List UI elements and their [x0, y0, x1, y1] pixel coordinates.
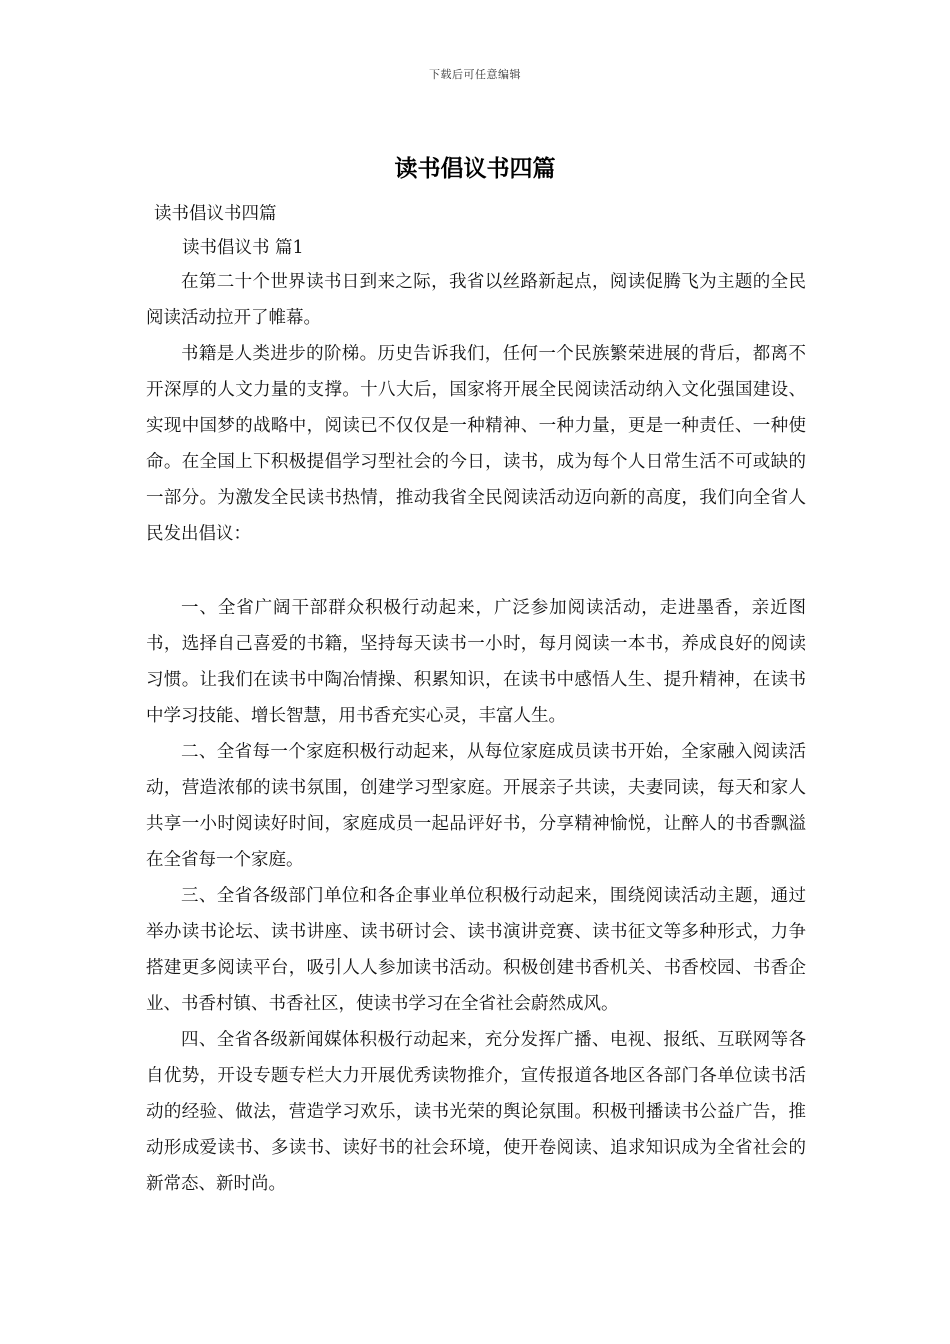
- paragraph-intro: 在第二十个世界读书日到来之际，我省以丝路新起点，阅读促腾飞为主题的全民阅读活动拉开了帷幕。: [146, 272, 806, 328]
- paragraph-proposal-3: 三、全省各级部门单位和各企事业单位积极行动起来，围绕阅读活动主题，通过举办读书论坛、读书讲座、读书研讨会、读书演讲竞赛、读书征文等多种形式，力争搭建更多阅读平台，吸引人人参加读书活动。积极创建书香机关、书香校园、书香企业、书香村镇、书香社区，使读书学习在全省社会蔚然成风。: [146, 886, 806, 1014]
- paragraph-proposal-1: 一、全省广阔干部群众积极行动起来，广泛参加阅读活动，走进墨香，亲近图书，选择自己喜爱的书籍，坚持每天读书一小时，每月阅读一本书，养成良好的阅读习惯。让我们在读书中陶冶情操、积累知识，在读书中感悟人生、提升精神，在读书中学习技能、增长智慧，用书香充实心灵，丰富人生。: [146, 598, 806, 726]
- paragraph-proposal-4: 四、全省各级新闻媒体积极行动起来，充分发挥广播、电视、报纸、互联网等各自优势，开设专题专栏大力开展优秀读物推介，宣传报道各地区各部门各单位读书活动的经验、做法，营造学习欢乐，读书光荣的舆论氛围。积极刊播读书公益广告，推动形成爱读书、多读书、读好书的社会环境，使开卷阅读、追求知识成为全省社会的新常态、新时尚。: [146, 1030, 806, 1194]
- paragraph-spacer: [146, 552, 806, 590]
- document-title: 读书倡议书四篇: [394, 155, 556, 182]
- header-note: 下载后可任意编辑: [429, 68, 521, 81]
- section-heading: 读书倡议书 篇1: [182, 238, 304, 258]
- paragraph-proposal-2: 二、全省每一个家庭积极行动起来，从每位家庭成员读书开始，全家融入阅读活动，营造浓郁的读书氛围，创建学习型家庭。开展亲子共读，夫妻同读，每天和家人共享一小时阅读好时间，家庭成员一起品评好书，分享精神愉悦，让醉人的书香飘溢在全省每一个家庭。: [146, 742, 806, 870]
- document-subtitle: 读书倡议书四篇: [154, 204, 277, 224]
- document-body: [146, 264, 806, 1202]
- paragraph-background: 书籍是人类进步的阶梯。历史告诉我们，任何一个民族繁荣进展的背后，都离不开深厚的人文力量的支撑。十八大后，国家将开展全民阅读活动纳入文化强国建设、实现中国梦的战略中，阅读已不仅仅是一种精神、一种力量，更是一种责任、一种使命。在全国上下积极提倡学习型社会的今日，读书，成为每个人日常生活不可或缺的一部分。为激发全民读书热情，推动我省全民阅读活动迈向新的高度，我们向全省人民发出倡议：: [146, 344, 806, 544]
